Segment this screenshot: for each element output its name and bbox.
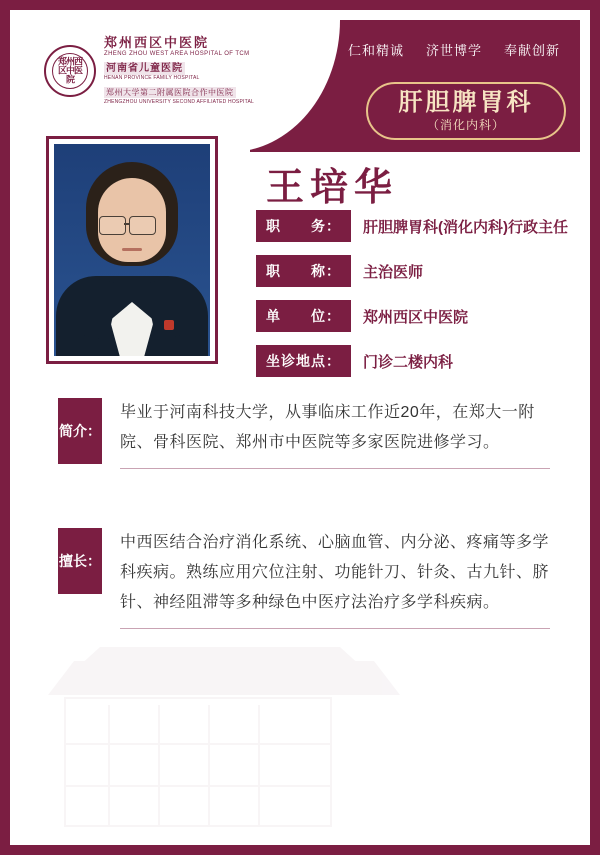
building-column-3	[208, 705, 210, 825]
info-row-title	[256, 255, 580, 287]
building-illustration	[38, 645, 358, 835]
doctor-photo-frame	[46, 136, 218, 364]
hospital-affiliate-cn: 郑州大学第二附属医院合作中医院	[106, 87, 234, 97]
hospital-name-cn: 郑州西区中医院	[104, 35, 210, 50]
hospital-slogan	[270, 40, 560, 59]
slogan-item-2: 仁和精诚	[347, 43, 404, 58]
building-band-2	[64, 785, 332, 787]
doctor-name: 王培华	[266, 167, 399, 209]
department-name: 肝胆脾胃科	[398, 89, 534, 116]
intro-block-text: 毕业于河南科技大学，从事临床工作近20年，在郑大一附院、骨科医院、郑州市中医院等多家医院进修学习。	[120, 398, 550, 469]
hospital-alt-name-cn: 河南省儿童医院	[106, 62, 183, 74]
building-band-1	[64, 743, 332, 745]
department-subtitle: （消化内科）	[426, 118, 505, 132]
slogan-item-4: 奉献创新	[503, 43, 560, 58]
info-label-location: 坐诊地点：	[256, 345, 351, 377]
doctor-info-list	[256, 210, 580, 390]
info-value-title: 主治医师	[363, 263, 424, 281]
slogan-item-1: 厚德为民	[269, 43, 326, 58]
photo-glasses-bridge	[124, 223, 129, 225]
building-roof	[48, 661, 400, 695]
photo-glasses-right	[129, 216, 156, 235]
building-column-4	[258, 705, 260, 825]
specialty-block-text: 中西医结合治疗消化系统、心脑血管、内分泌、疼痛等多学科疾病。熟练应用穴位注射、功能针刀、针灸、古九针、脐针、神经阻滞等多种绿色中医疗法治疗多学科疾病。	[120, 528, 550, 629]
slogan-item-3: 济世博学	[425, 43, 482, 58]
poster-header	[20, 20, 580, 152]
intro-block	[58, 398, 550, 469]
specialty-block	[58, 528, 550, 629]
department-badge	[366, 82, 566, 140]
photo-lapel-badge	[164, 320, 174, 330]
photo-glasses-left	[99, 216, 126, 235]
info-value-unit: 郑州西区中医院	[363, 308, 469, 326]
building-column-1	[108, 705, 110, 825]
specialty-block-tag: 擅长：	[58, 528, 102, 594]
hospital-logo	[44, 36, 254, 106]
poster-body	[20, 152, 580, 835]
info-row-position	[256, 210, 580, 242]
photo-mouth	[122, 248, 142, 251]
building-base	[64, 697, 332, 827]
hospital-name-block	[104, 36, 254, 106]
info-label-unit: 单 位：	[256, 300, 351, 332]
hospital-affiliate-en: ZHENGZHOU UNIVERSITY SECOND AFFILIATED HOSPITAL	[104, 99, 254, 106]
info-row-unit	[256, 300, 580, 332]
hospital-seal-icon	[44, 45, 96, 97]
hospital-alt-name-en: HENAN PROVINCE FAMILY HOSPITAL	[104, 75, 200, 82]
info-value-location: 门诊二楼内科	[363, 353, 454, 371]
doctor-photo	[54, 144, 210, 356]
intro-block-tag: 简介：	[58, 398, 102, 464]
info-label-title: 职 称：	[256, 255, 351, 287]
info-label-position: 职 务：	[256, 210, 351, 242]
hospital-name-en: ZHENG ZHOU WEST AREA HOSPITAL OF TCM	[104, 50, 250, 57]
info-value-position: 肝胆脾胃科(消化内科)行政主任	[363, 218, 568, 236]
building-column-2	[158, 705, 160, 825]
info-row-location	[256, 345, 580, 377]
hospital-seal-text: 郑州西区中医院	[57, 56, 82, 85]
poster-inner	[20, 20, 580, 835]
